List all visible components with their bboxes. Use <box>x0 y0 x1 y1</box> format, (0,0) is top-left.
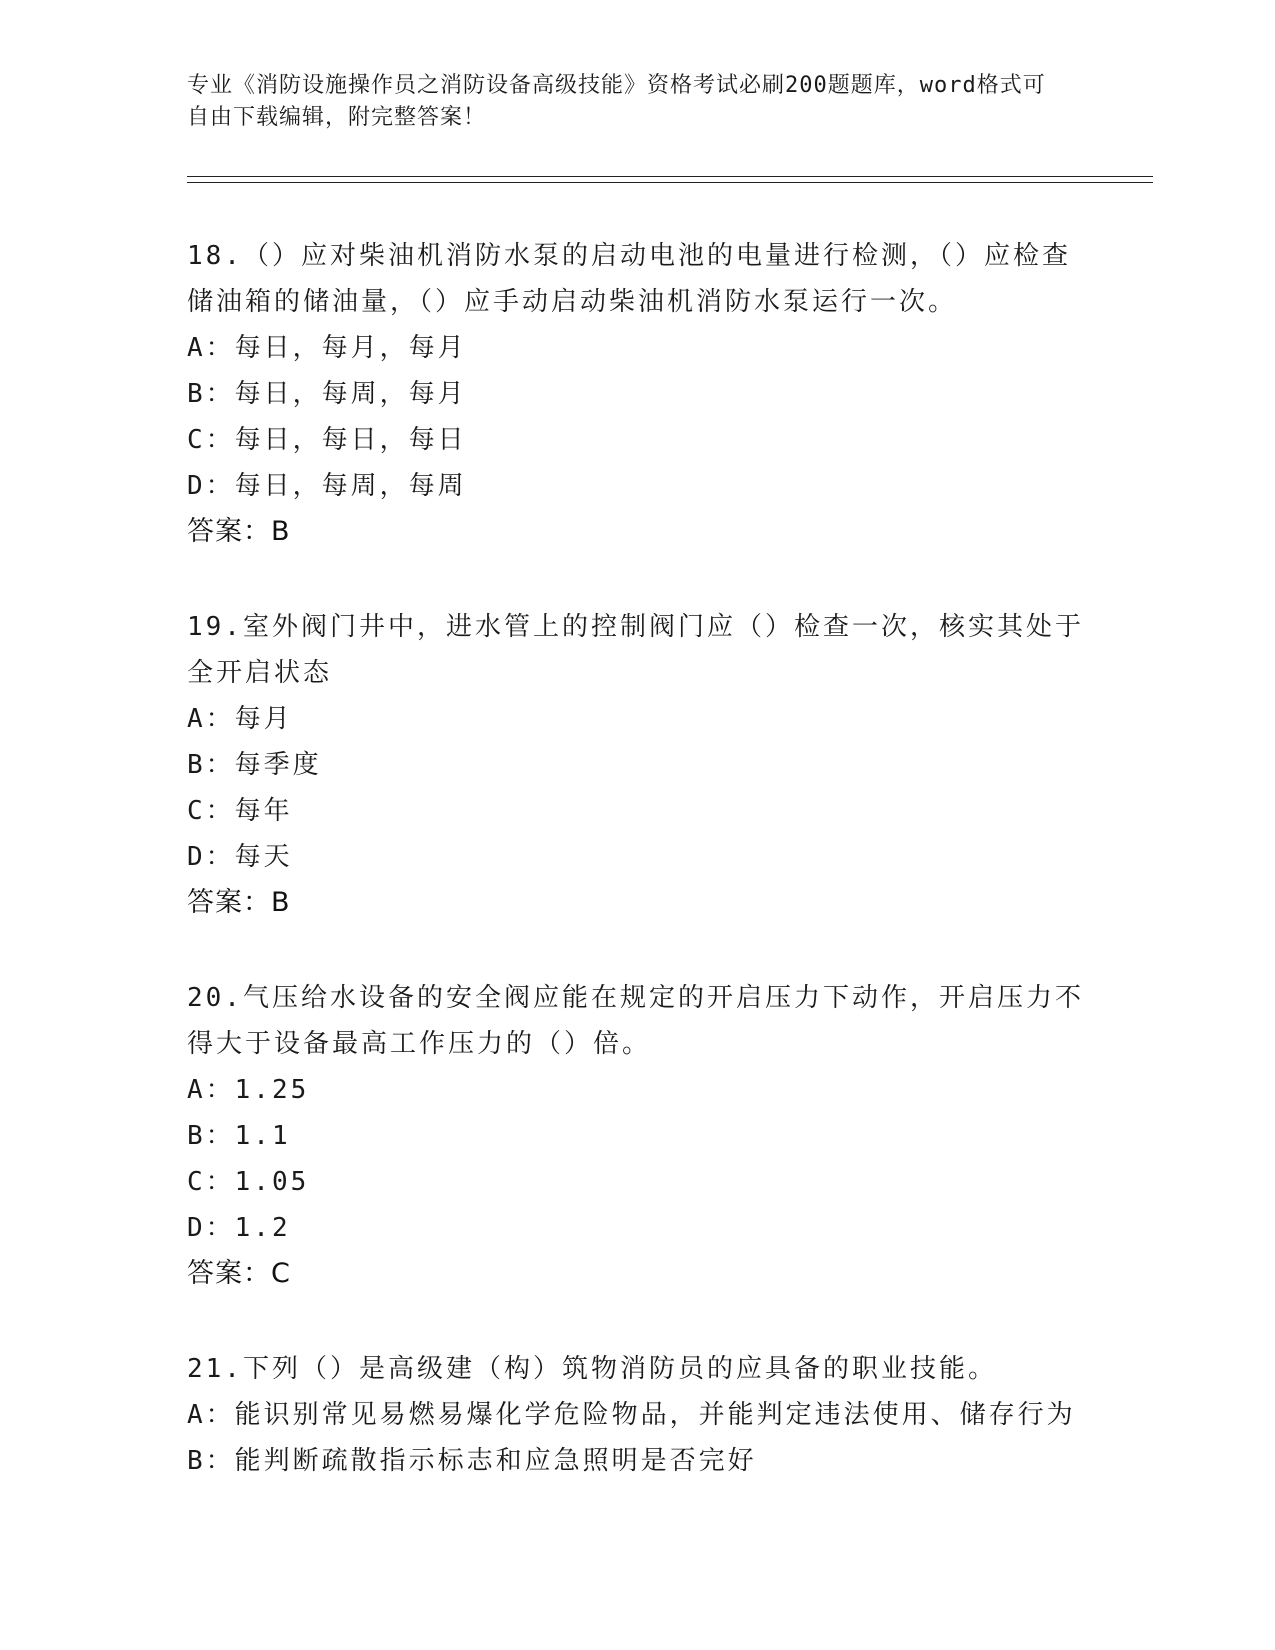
option-a: A：每日，每月，每月 <box>187 333 467 363</box>
answer-line: 答案：B <box>187 887 291 918</box>
header-rule-bottom <box>187 182 1153 183</box>
option-b: B：能判断疏散指示标志和应急照明是否完好 <box>187 1446 757 1476</box>
question-stem: 18.（）应对柴油机消防水泵的启动电池的电量进行检测，（）应检查储油箱的储油量，（）应手动启动柴油机消防水泵运行一次。 <box>187 241 1071 317</box>
question-20 <box>187 975 1087 1297</box>
option-a: A：1.25 <box>187 1075 310 1105</box>
option-a: A：每月 <box>187 704 293 734</box>
option-a: A：能识别常见易燃易爆化学危险物品，并能判定违法使用、储存行为 <box>187 1400 1076 1430</box>
option-c: C：1.05 <box>187 1167 310 1197</box>
option-d: D：1.2 <box>187 1213 291 1243</box>
answer-line: 答案：C <box>187 1258 291 1289</box>
option-c: C：每年 <box>187 796 293 826</box>
document-header: 专业《消防设施操作员之消防设备高级技能》资格考试必刷200题题库，word格式可自由下载编辑，附完整答案！ <box>187 73 1046 130</box>
question-stem: 21.下列（）是高级建（构）筑物消防员的应具备的职业技能。 <box>187 1354 997 1384</box>
question-19 <box>187 604 1087 926</box>
option-c: C：每日，每日，每日 <box>187 425 467 455</box>
question-stem: 20.气压给水设备的安全阀应能在规定的开启压力下动作，开启压力不得大于设备最高工作压力的（）倍。 <box>187 983 1084 1059</box>
header-rule-top <box>187 176 1153 177</box>
option-d: D：每日，每周，每周 <box>187 471 467 501</box>
option-b: B：1.1 <box>187 1121 291 1151</box>
question-stem: 19.室外阀门井中，进水管上的控制阀门应（）检查一次，核实其处于全开启状态 <box>187 612 1084 688</box>
option-b: B：每季度 <box>187 750 322 780</box>
option-b: B：每日，每周，每月 <box>187 379 467 409</box>
question-list <box>187 233 1087 1533</box>
question-18 <box>187 233 1087 555</box>
answer-line: 答案：B <box>187 516 291 547</box>
question-21 <box>187 1346 1087 1484</box>
option-d: D：每天 <box>187 842 293 872</box>
